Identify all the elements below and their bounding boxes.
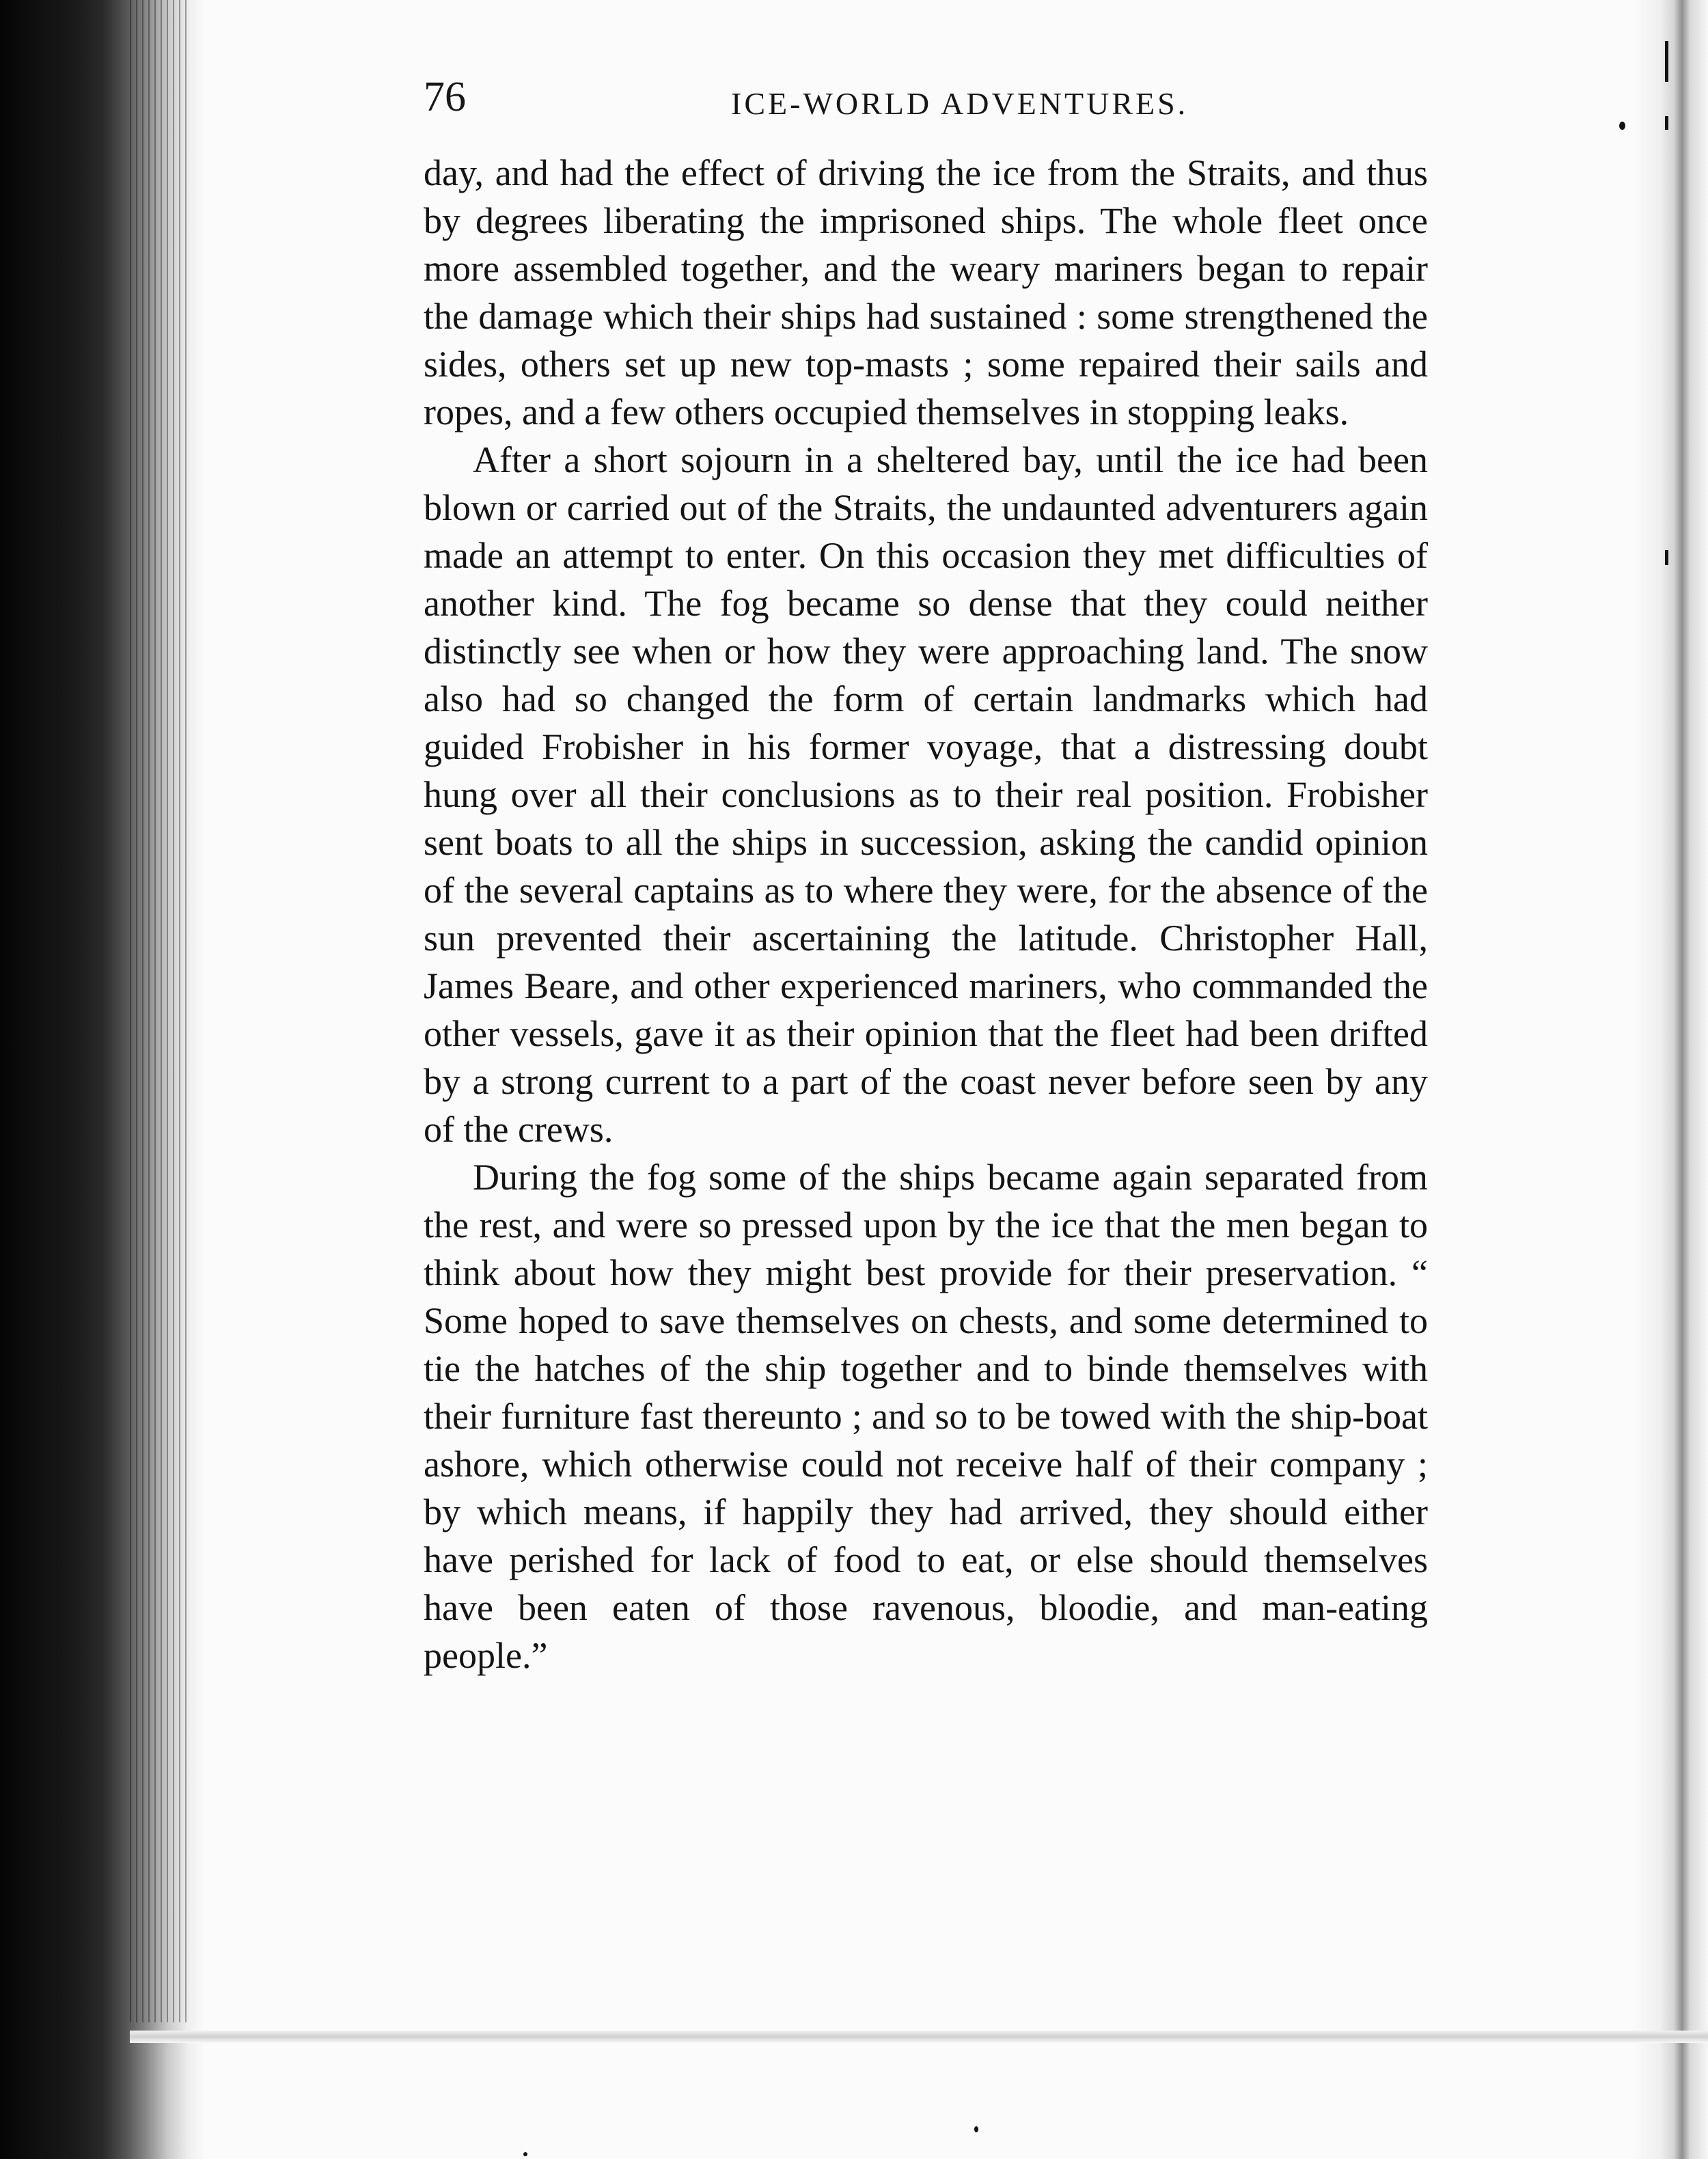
paragraph-2: After a short sojourn in a sheltered bay, until the ice had been blown or carried out of the Straits, the undaunted adventurers again made an attempt to enter. On this occasion they met difficulties of another kind. The fog became so dense that they could neither distinctly see when or how they were approaching land. The snow also had so changed the form of certain landmarks which had guided Frobisher in his former voyage, that a distressing doubt hung over all their conclusions as to their real position. Frobisher sent boats to all the ships in succession, asking the candid opinion of the several captains as to where they were, for the absence of the sun prevented their ascertaining the latitude. Christopher Hall, James Beare, and other experienced mariners, who commanded the other vessels, gave it as their opinion that the fleet had been drifted by a strong current to a part of the coast never before seen by any of the crews. <box>424 439 1428 1150</box>
page-edges-texture <box>130 0 191 2022</box>
edge-mark <box>1665 41 1668 82</box>
bottom-page-edge <box>130 2031 1708 2043</box>
scan-speck <box>1619 122 1625 130</box>
scan-speck <box>523 2152 527 2156</box>
paragraph-3: During the fog some of the ships became again separated from the rest, and were so pressed upon by the ice that the men began to think about how they might best provide for their preservation. “ Some hoped to save themselves on chests, and some determined to tie the hatches of the ship together and to binde themselves with their furniture fast thereunto ; and so to be towed with the ship-boat ashore, which otherwise could not receive half of their company ; by which means, if happily they had arrived, they should either have perished for lack of food to eat, or else should themselves have been eaten of those ravenous, bloodie, and man-eating people.” <box>424 1157 1428 1676</box>
right-page-edge <box>1633 0 1708 2159</box>
book-binding-gutter <box>0 0 205 2159</box>
paragraph-1: day, and had the effect of driving the ice from the Straits, and thus by degrees liberating the imprisoned ships. The whole fleet once more assembled together, and the weary mariners began to repair the damage which their ships had sustained : some strengthened the sides, others set up new top-masts ; some repaired their sails and ropes, and a few others occupied themselves in stopping leaks. <box>424 152 1428 432</box>
body-text <box>424 149 1428 1679</box>
page-header <box>424 63 1435 131</box>
scan-speck <box>974 2126 978 2132</box>
running-head: ICE-WORLD ADVENTURES. <box>731 86 1189 121</box>
page-number: 76 <box>424 74 466 120</box>
edge-mark <box>1665 116 1668 130</box>
edge-mark <box>1665 550 1668 565</box>
